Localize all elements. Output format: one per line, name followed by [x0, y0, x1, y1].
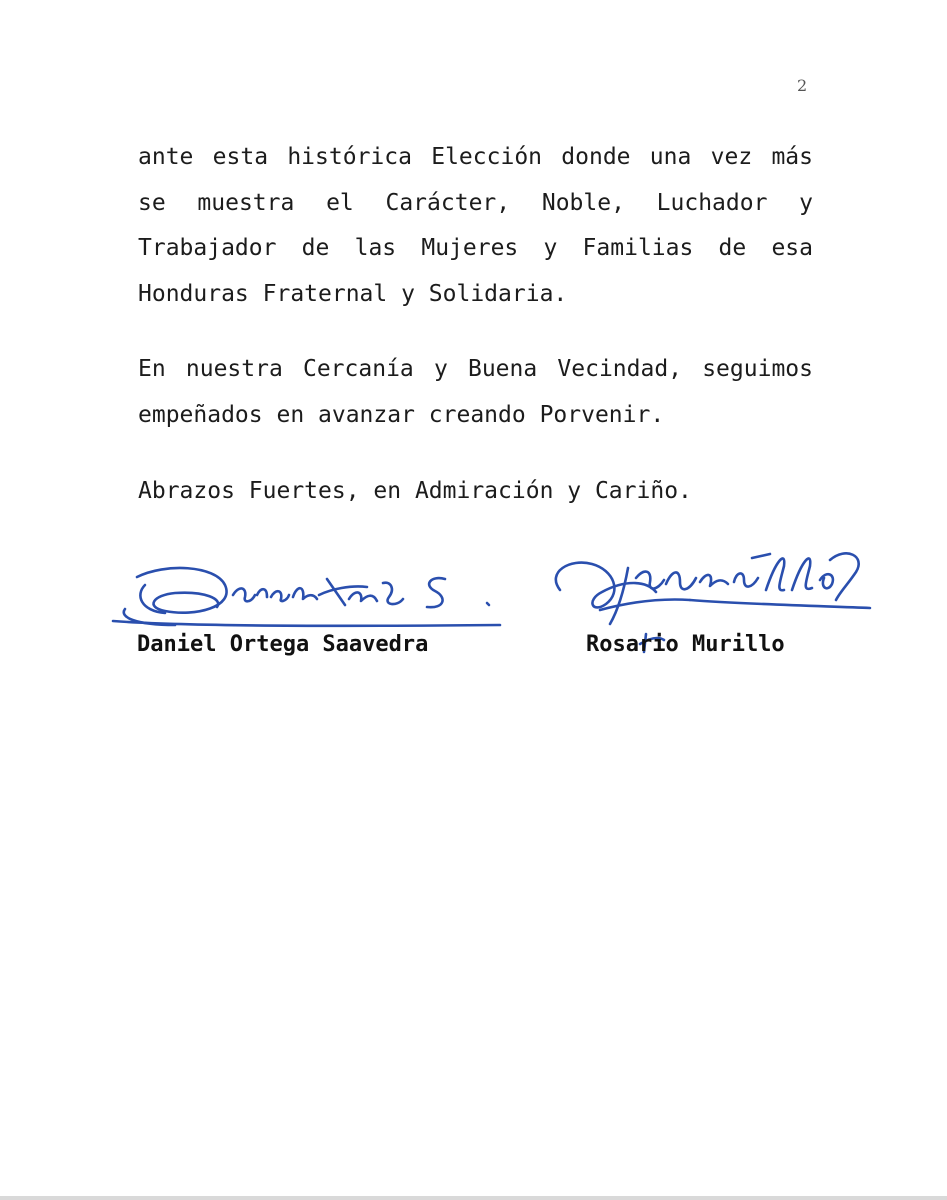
signature-strokes: [113, 568, 500, 626]
paragraph-line: Trabajador de las Mujeres y Familias de esa: [138, 235, 813, 261]
closing-line: [138, 469, 813, 515]
paragraph-line: se muestra el Carácter, Noble, Luchador y: [138, 189, 813, 216]
closing-text: Abrazos Fuertes, en Admiración y Cariño.: [138, 478, 692, 504]
paragraph-line: Honduras Fraternal y Solidaria.: [138, 280, 568, 307]
signatory-name-right: Rosario Murillo: [586, 632, 785, 657]
page-bottom-edge: [0, 1196, 947, 1200]
signature-daniel-ortega: [105, 555, 505, 635]
signatory-name-left: Daniel Ortega Saavedra: [137, 632, 429, 657]
paragraph-line: ante esta histórica Elección donde una vez más: [138, 144, 813, 170]
paragraph-line: En nuestra Cercanía y Buena Vecindad, seguimos: [138, 356, 813, 382]
paragraph-1: [138, 135, 813, 317]
paragraph-line: empeñados en avanzar creando Porvenir.: [138, 401, 665, 428]
page-number: 2: [797, 76, 808, 95]
paragraph-2: [138, 347, 813, 438]
